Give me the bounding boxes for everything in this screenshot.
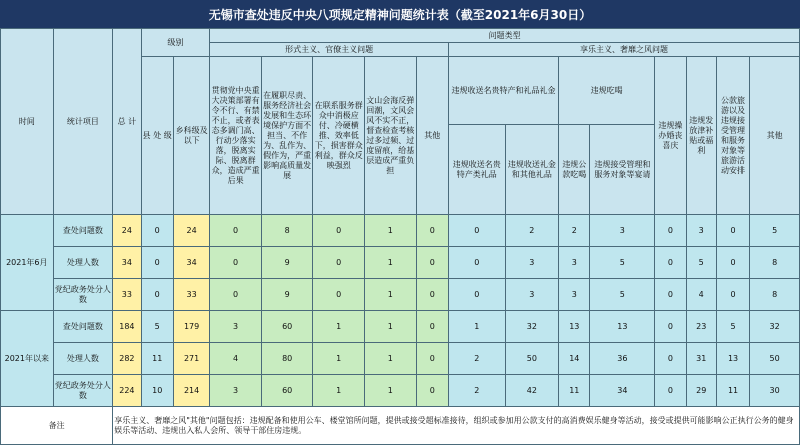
cell-gift-2: 2 [505,215,559,247]
header-dine-2: 违规接受管理和服务对象等宴请 [590,125,655,215]
cell-formalism-other: 0 [416,375,448,407]
cell-allowance: 23 [686,311,716,343]
header-travel: 公款旅游以及违规接受管理和服务对象等旅游活动安排 [716,57,749,215]
cell-dine-1: 11 [559,375,590,407]
cell-township: 24 [173,215,209,247]
cell-dine-2: 3 [590,215,655,247]
cell-formalism-other: 0 [416,247,448,279]
cell-formalism-4: 1 [365,311,417,343]
cell-formalism-2: 9 [261,247,313,279]
table-row [1,215,800,247]
cell-travel: 0 [716,247,749,279]
cell-county: 5 [141,311,173,343]
cell-gift-1: 0 [448,279,505,311]
cell-allowance: 3 [686,215,716,247]
header-total: 总 计 [113,29,141,215]
header-allowance: 违规发放津补贴或福利 [686,57,716,215]
row-item-label: 处理人数 [53,247,113,279]
cell-formalism-4: 1 [365,375,417,407]
cell-formalism-3: 1 [313,311,365,343]
cell-township: 271 [173,343,209,375]
header-time: 时间 [1,29,54,215]
cell-gift-1: 2 [448,375,505,407]
cell-total: 282 [113,343,141,375]
cell-hedonism-other: 32 [750,311,800,343]
cell-township: 33 [173,279,209,311]
cell-formalism-4: 1 [365,247,417,279]
note-label: 备注 [1,407,113,445]
cell-formalism-2: 60 [261,375,313,407]
cell-formalism-2: 9 [261,279,313,311]
row-item-label: 查处问题数 [53,215,113,247]
header-formalism-3: 在联系服务群众中消极应付、冷硬横推、效率低下，损害群众利益，群众反映强烈 [313,57,365,215]
cell-hedonism-other: 8 [750,279,800,311]
cell-county: 10 [141,375,173,407]
row-item-label: 处理人数 [53,343,113,375]
cell-dine-1: 2 [559,215,590,247]
cell-wedding: 0 [655,311,686,343]
cell-travel: 13 [716,343,749,375]
cell-travel: 0 [716,279,749,311]
cell-formalism-3: 0 [313,247,365,279]
cell-wedding: 0 [655,375,686,407]
cell-gift-2: 32 [505,311,559,343]
header-gift: 违规收送名贵特产和礼品礼金 [448,57,558,125]
cell-formalism-2: 60 [261,311,313,343]
header-item: 统计项目 [53,29,113,215]
cell-formalism-1: 3 [210,311,262,343]
header-formalism-other: 其他 [416,57,448,215]
cell-total: 33 [113,279,141,311]
cell-gift-2: 3 [505,247,559,279]
cell-hedonism-other: 50 [750,343,800,375]
cell-formalism-other: 0 [416,343,448,375]
cell-hedonism-other: 8 [750,247,800,279]
cell-formalism-1: 0 [210,247,262,279]
header-formalism: 形式主义、官僚主义问题 [210,43,449,57]
cell-formalism-1: 0 [210,215,262,247]
cell-formalism-4: 1 [365,215,417,247]
cell-formalism-1: 3 [210,375,262,407]
header-dine: 违规吃喝 [559,57,655,125]
table-row [1,247,800,279]
cell-dine-2: 36 [590,343,655,375]
cell-travel: 0 [716,215,749,247]
header-county-level: 县 处 级 [141,57,173,215]
note-text: 享乐主义、奢靡之风"其他"问题包括：违规配备和使用公车、楼堂馆所问题，提供或接受超标准接待，组织或参加用公款支付的高消费娱乐健身等活动，接受或提供可能影响公正执行公务的健身娱乐等活动、违规出入私人会所、领导干部住房违规。 [113,407,800,445]
cell-gift-1: 0 [448,215,505,247]
table-row [1,343,800,375]
row-item-label: 党纪政务处分人数 [53,375,113,407]
cell-dine-1: 3 [559,247,590,279]
cell-gift-1: 2 [448,343,505,375]
cell-formalism-1: 0 [210,279,262,311]
cell-gift-2: 42 [505,375,559,407]
cell-allowance: 5 [686,247,716,279]
header-formalism-1: 贯彻党中央重大决策部署有令不行、有禁不止，或者表态多调门高、行动少落实落，脱离实际、脱离群众，造成严重后果 [210,57,262,215]
header-gift-1: 违规收送名贵特产类礼品 [448,125,505,215]
cell-gift-1: 1 [448,311,505,343]
header-hedonism-other: 其他 [750,57,800,215]
cell-gift-2: 3 [505,279,559,311]
header-level: 级别 [141,29,210,57]
cell-township: 179 [173,311,209,343]
row-item-label: 查处问题数 [53,311,113,343]
cell-formalism-2: 8 [261,215,313,247]
cell-wedding: 0 [655,279,686,311]
cell-gift-2: 50 [505,343,559,375]
cell-formalism-4: 1 [365,343,417,375]
cell-allowance: 4 [686,279,716,311]
cell-dine-1: 3 [559,279,590,311]
cell-county: 0 [141,247,173,279]
table-row [1,375,800,407]
cell-dine-2: 13 [590,311,655,343]
cell-dine-2: 5 [590,279,655,311]
cell-total: 224 [113,375,141,407]
sheet-title: 无锡市查处违反中央八项规定精神问题统计表（截至2021年6月30日） [0,0,800,28]
cell-wedding: 0 [655,343,686,375]
cell-township: 214 [173,375,209,407]
row-item-label: 党纪政务处分人数 [53,279,113,311]
cell-formalism-4: 1 [365,279,417,311]
header-township-level: 乡科级及以下 [173,57,209,215]
cell-county: 0 [141,215,173,247]
cell-formalism-other: 0 [416,215,448,247]
cell-county: 0 [141,279,173,311]
table-row [1,311,800,343]
cell-county: 11 [141,343,173,375]
cell-wedding: 0 [655,247,686,279]
cell-formalism-2: 80 [261,343,313,375]
cell-gift-1: 0 [448,247,505,279]
cell-formalism-3: 1 [313,343,365,375]
time-label: 2021年以来 [1,311,54,407]
cell-formalism-other: 0 [416,279,448,311]
header-wedding: 违规操办婚丧喜庆 [655,57,686,215]
cell-travel: 5 [716,311,749,343]
cell-allowance: 29 [686,375,716,407]
header-formalism-2: 在履职尽责、服务经济社会发展和生态环境保护方面不担当、不作为、乱作为、假作为，严重影响高质量发展 [261,57,313,215]
cell-formalism-other: 0 [416,311,448,343]
cell-wedding: 0 [655,215,686,247]
cell-hedonism-other: 30 [750,375,800,407]
cell-township: 34 [173,247,209,279]
cell-dine-1: 13 [559,311,590,343]
cell-dine-2: 34 [590,375,655,407]
cell-formalism-3: 0 [313,215,365,247]
cell-total: 184 [113,311,141,343]
cell-hedonism-other: 5 [750,215,800,247]
cell-total: 34 [113,247,141,279]
cell-allowance: 31 [686,343,716,375]
cell-dine-2: 5 [590,247,655,279]
header-dine-1: 违规公款吃喝 [559,125,590,215]
cell-formalism-3: 0 [313,279,365,311]
cell-travel: 11 [716,375,749,407]
cell-formalism-1: 4 [210,343,262,375]
header-gift-2: 违规收送礼金和其他礼品 [505,125,559,215]
table-row [1,279,800,311]
header-formalism-4: 文山会海反弹回潮，文风会风不实不正，督查检查考核过多过频、过度留痕，给基层造成严重负担 [365,57,417,215]
note-row [1,407,800,445]
header-hedonism: 享乐主义、奢靡之风问题 [448,43,799,57]
cell-formalism-3: 1 [313,375,365,407]
header-problem-type: 问题类型 [210,29,800,43]
statistics-table [0,28,800,445]
time-label: 2021年6月 [1,215,54,311]
cell-total: 24 [113,215,141,247]
cell-dine-1: 14 [559,343,590,375]
